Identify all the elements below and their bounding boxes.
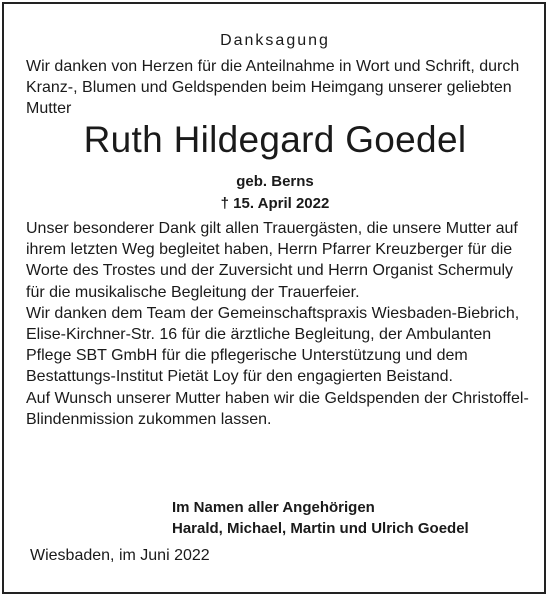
- thanks-paragraph-donation: Auf Wunsch unserer Mutter haben wir die Geldspenden der Christoffel-Blindenmission zukommen lassen.: [26, 389, 529, 428]
- signature-block: [172, 497, 469, 539]
- place-date: Wiesbaden, im Juni 2022: [30, 547, 210, 564]
- thanks-paragraph-guests: Unser besonderer Dank gilt allen Trauergästen, die unsere Mutter auf ihrem letzten Weg begleitet haben, Herrn Pfarrer Kreuzberger für die Worte des Trostes und der Zuversicht und Herrn Organist Schermuly für die musikalische Begleitung der Trauerfeier.: [26, 220, 518, 301]
- thanks-body: [26, 218, 531, 430]
- notice-heading: Danksagung: [220, 32, 330, 49]
- thanks-paragraph-care: Wir danken dem Team der Gemeinschaftspraxis Wiesbaden-Biebrich, Elise-Kirchner-Str. 16 für die ärztliche Begleitung, der Ambulanten Pflege SBT GmbH für die pflegerische Unterstützung und dem Bestattungs-Institut Pietät Loy für den engagierten Beistand.: [26, 304, 520, 386]
- signature-line-2: Harald, Michael, Martin und Ulrich Goedel: [172, 520, 469, 537]
- deceased-name: Ruth Hildegard Goedel: [83, 119, 467, 160]
- intro-text: Wir danken von Herzen für die Anteilnahme in Wort und Schrift, durch Kranz-, Blumen und Geldspenden beim Heimgang unserer geliebten Mutter: [26, 58, 520, 117]
- maiden-name: geb. Berns: [236, 173, 314, 190]
- signature-line-1: Im Namen aller Angehörigen: [172, 499, 375, 516]
- death-date: † 15. April 2022: [220, 195, 330, 212]
